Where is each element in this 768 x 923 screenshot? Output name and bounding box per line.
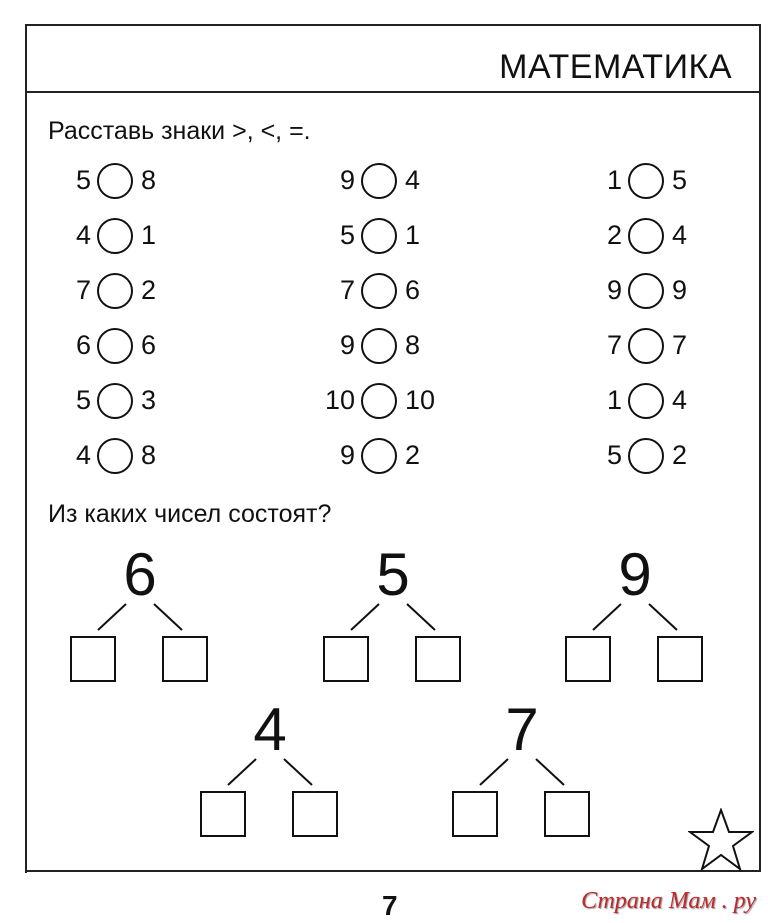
right-number: 2: [672, 440, 688, 470]
watermark: Страна Мам . ру: [581, 888, 756, 914]
right-number: 10: [405, 385, 436, 415]
left-number: 1: [606, 165, 622, 195]
left-number: 5: [75, 165, 91, 195]
answer-box[interactable]: [452, 791, 498, 837]
left-number: 10: [324, 385, 355, 415]
right-number: 8: [141, 440, 157, 470]
left-number: 1: [606, 385, 622, 415]
page-number: 7: [382, 890, 398, 921]
target-number: 4: [253, 696, 287, 763]
left-number: 5: [606, 440, 622, 470]
left-number: 9: [606, 275, 622, 305]
answer-box[interactable]: [323, 636, 369, 682]
target-number: 5: [376, 541, 410, 608]
answer-box[interactable]: [70, 636, 116, 682]
right-number: 2: [405, 440, 421, 470]
left-number: 7: [339, 275, 355, 305]
right-number: 4: [405, 165, 421, 195]
left-number: 7: [606, 330, 622, 360]
left-number: 7: [75, 275, 91, 305]
right-number: 5: [672, 165, 688, 195]
answer-box[interactable]: [565, 636, 611, 682]
star-icon: [688, 808, 754, 872]
task1-instruction: Расставь знаки >, <, =.: [48, 117, 311, 145]
left-number: 6: [75, 330, 91, 360]
answer-box[interactable]: [162, 636, 208, 682]
left-number: 4: [75, 220, 91, 250]
right-number: 6: [405, 275, 421, 305]
right-number: 4: [672, 220, 688, 250]
page-title: МАТЕМАТИКА: [499, 48, 732, 86]
right-number: 4: [672, 385, 688, 415]
right-number: 8: [141, 165, 157, 195]
target-number: 6: [123, 541, 157, 608]
right-number: 8: [405, 330, 421, 360]
answer-box[interactable]: [657, 636, 703, 682]
target-number: 7: [505, 696, 539, 763]
left-number: 2: [606, 220, 622, 250]
right-number: 7: [672, 330, 688, 360]
answer-box[interactable]: [415, 636, 461, 682]
left-number: 9: [339, 165, 355, 195]
left-number: 9: [339, 330, 355, 360]
left-number: 4: [75, 440, 91, 470]
right-number: 6: [141, 330, 157, 360]
right-number: 1: [405, 220, 421, 250]
right-number: 3: [141, 385, 157, 415]
answer-box[interactable]: [544, 791, 590, 837]
answer-box[interactable]: [200, 791, 246, 837]
left-number: 9: [339, 440, 355, 470]
answer-box[interactable]: [292, 791, 338, 837]
target-number: 9: [618, 541, 652, 608]
left-number: 5: [339, 220, 355, 250]
right-number: 9: [672, 275, 688, 305]
task2-instruction: Из каких чисел состоят?: [48, 500, 332, 528]
right-number: 2: [141, 275, 157, 305]
left-number: 5: [75, 385, 91, 415]
right-number: 1: [141, 220, 157, 250]
